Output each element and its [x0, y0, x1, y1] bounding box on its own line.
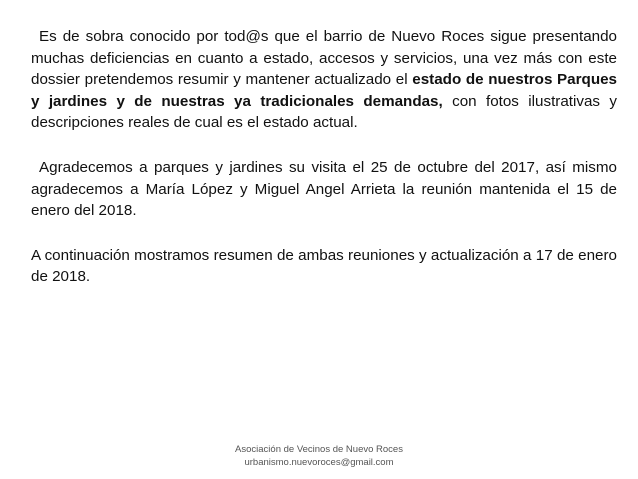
document-body — [31, 26, 617, 288]
thanks-text: Agradecemos a parques y jardines su visita el 25 de octubre del 2017, así mismo agradecemos a María López y Miguel Angel Arrieta la reunión mantenida el 15 de enero del 2018. — [31, 158, 617, 220]
footer-email: urbanismo.nuevoroces@gmail.com — [244, 456, 394, 468]
summary-paragraph — [31, 245, 617, 288]
thanks-paragraph — [31, 157, 617, 222]
footer-association: Asociación de Vecinos de Nuevo Roces — [235, 444, 403, 455]
intro-paragraph — [31, 26, 617, 134]
summary-text: A continuación mostramos resumen de ambas reuniones y actualización a 17 de enero de 2018. — [31, 246, 617, 286]
intro-text: Es de sobra conocido por tod@s que el barrio de Nuevo Roces sigue presentando muchas deficiencias en cuanto a estado, accesos y servicios, una vez más con este dossier pretendemos resumir y mantener actualizado el — [31, 28, 617, 89]
intro-bold-text: estado de nuestros Parques y jardines y de nuestras ya tradicionales demandas, — [31, 71, 617, 110]
page-footer — [0, 444, 638, 469]
intro-text-end: con fotos ilustrativas y descripciones reales de cual es el estado actual. — [31, 92, 617, 132]
